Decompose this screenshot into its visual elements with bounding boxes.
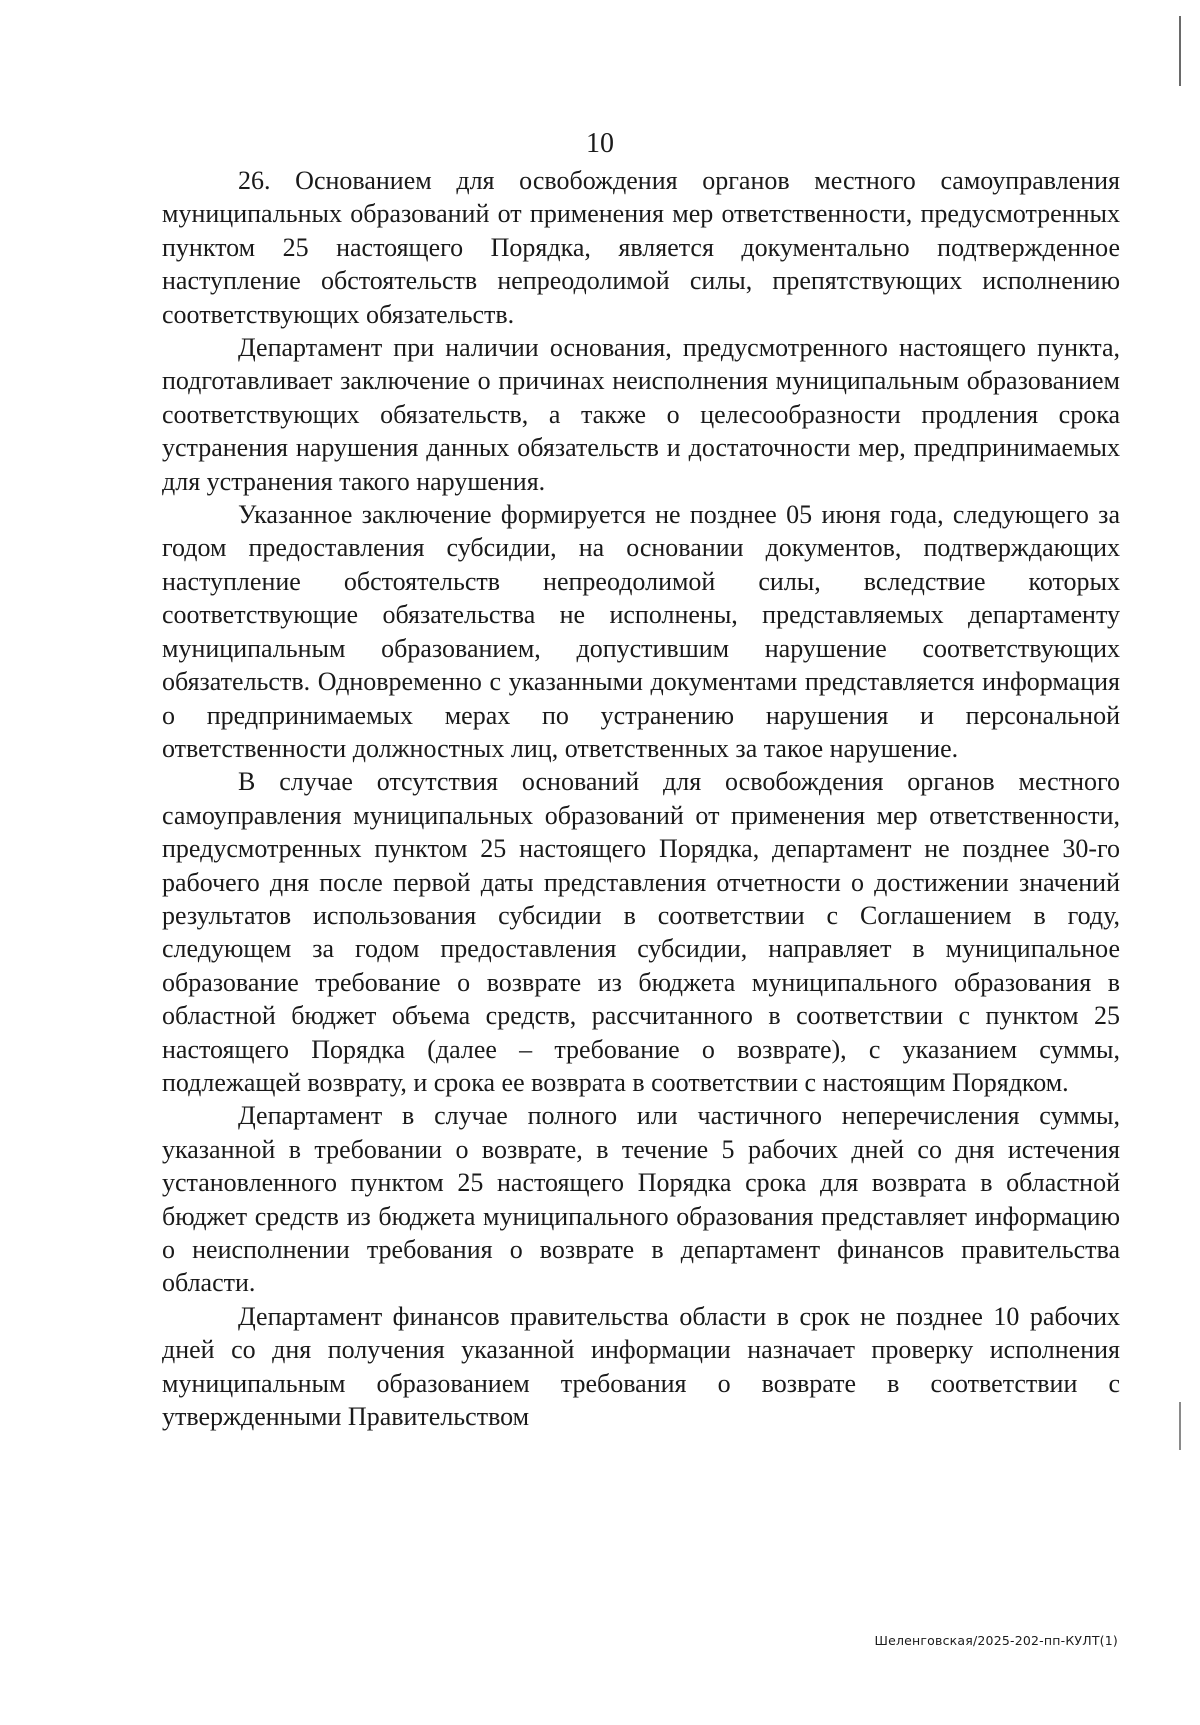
- paragraph: 26. Основанием для освобождения органов местного самоуправления муниципальных образований от применения мер ответственности, предусмотренных пунктом 25 настоящего Порядка, является документально подтвержденное наступление обстоятельств непреодолимой силы, препятствующих исполнению соответствующих обязательств.: [162, 166, 1120, 329]
- document-body: [162, 164, 1120, 1433]
- paragraph: Департамент финансов правительства области в срок не позднее 10 рабочих дней со дня получения указанной информации назначает проверку исполнения муниципальным образованием требования о возврате в соответствии с утвержденными Правительством: [162, 1301, 1120, 1432]
- paragraph: В случае отсутствия оснований для освобождения органов местного самоуправления муниципальных образований от применения мер ответственности, предусмотренных пунктом 25 настоящего Порядка, департамент не позднее 30-го рабочего дня после первой даты представления отчетности о достижении значений результатов использования субсидии в соответствии с Соглашением в году, следующем за годом предоставления субсидии, направляет в муниципальное образование требование о возврате из бюджета муниципального образования в областной бюджет объема средств, рассчитанного в соответствии с пунктом 25 настоящего Порядка (далее – требование о возврате), с указанием суммы, подлежащей возврату, и срока ее возврата в соответствии с настоящим Порядком.: [162, 767, 1120, 1097]
- scan-edge-mark: [1179, 1402, 1181, 1450]
- document-footer-code: Шеленговская/2025-202-пп-КУЛТ(1): [874, 1633, 1118, 1648]
- paragraph: Указанное заключение формируется не позднее 05 июня года, следующего за годом предоставления субсидии, на основании документов, подтверждающих наступление обстоятельств непреодолимой силы, вследствие которых соответствующие обязательства не исполнены, представляемых департаменту муниципальным образованием, допустившим нарушение соответствующих обязательств. Одновременно с указанными документами представляется информация о предпринимаемых мерах по устранению нарушения и персональной ответственности должностных лиц, ответственных за такое нарушение.: [162, 500, 1120, 763]
- page-number: 10: [586, 128, 614, 159]
- scan-edge-mark: [1179, 16, 1181, 86]
- paragraph: Департамент в случае полного или частичного неперечисления суммы, указанной в требовании о возврате, в течение 5 рабочих дней со дня истечения установленного пунктом 25 настоящего Порядка срока для возврата в областной бюджет средств из бюджета муниципального образования представляет информацию о неисполнении требования о возврате в департамент финансов правительства области.: [162, 1101, 1120, 1298]
- paragraph: Департамент при наличии основания, предусмотренного настоящего пункта, подготавливает заключение о причинах неисполнения муниципальным образованием соответствующих обязательств, а также о целесообразности продления срока устранения нарушения данных обязательств и достаточности мер, предпринимаемых для устранения такого нарушения.: [162, 333, 1120, 496]
